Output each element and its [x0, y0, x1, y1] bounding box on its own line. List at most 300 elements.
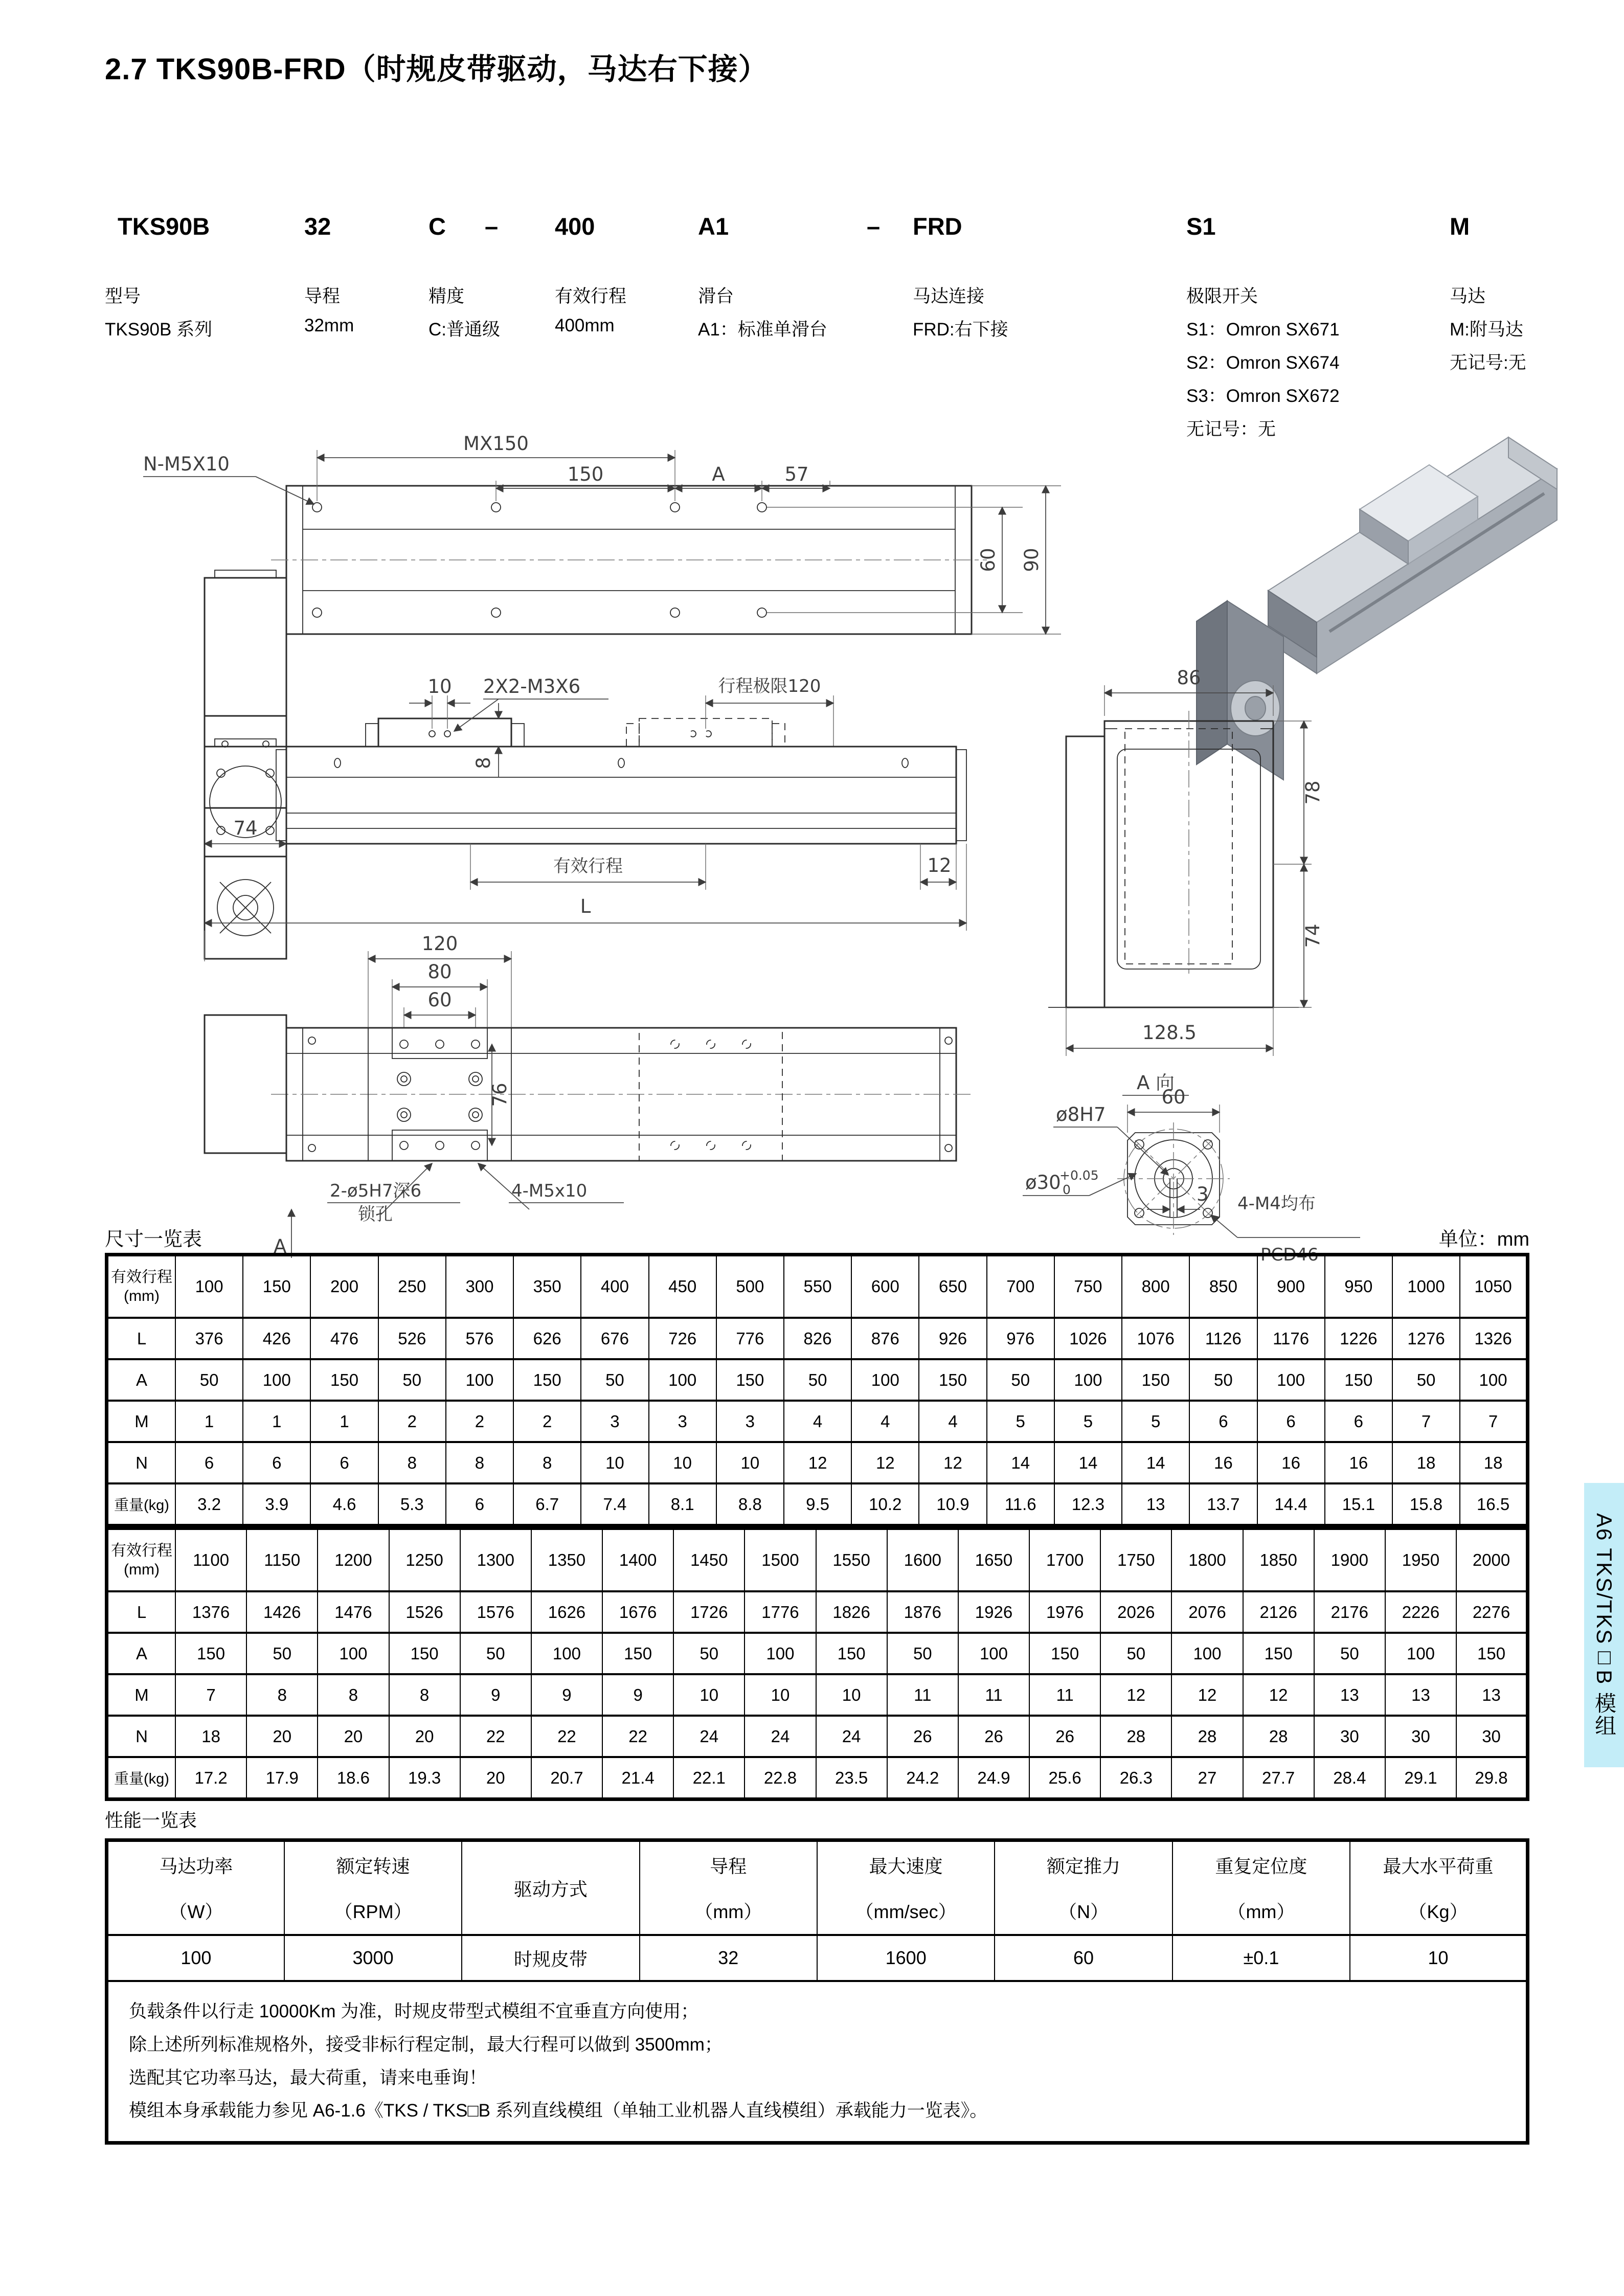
perf-table-title: 性能一览表 — [105, 1810, 197, 1831]
dim-cell: 50 — [887, 1633, 958, 1674]
dim-cell: 50 — [1100, 1633, 1171, 1674]
dim-cell: 2076 — [1171, 1591, 1243, 1633]
dim-cell: 21.4 — [602, 1757, 673, 1799]
top-view-drawing — [143, 433, 1061, 851]
dim-cell: 50 — [581, 1359, 648, 1401]
dim-cell: 10 — [581, 1442, 648, 1483]
dim-cell: 1226 — [1325, 1318, 1392, 1359]
spec-label-stroke: 有效行程 — [555, 286, 627, 306]
perf-header-cell — [462, 1840, 639, 1935]
dim-cell: 7.4 — [581, 1483, 648, 1526]
dim-cell: 8 — [378, 1442, 446, 1483]
perf-value-cell: 10 — [1350, 1935, 1527, 1981]
dim-cell: 1726 — [673, 1591, 745, 1633]
dim-cell: 1326 — [1460, 1318, 1527, 1359]
dim-header-label: 有效行程 — [111, 1542, 172, 1559]
dim-cell: 9 — [602, 1674, 673, 1716]
side-view-drawing — [205, 676, 966, 961]
dim-cell: 100 — [1385, 1633, 1456, 1674]
dim-cell: 776 — [716, 1318, 784, 1359]
dim-cell: 1126 — [1189, 1318, 1257, 1359]
dim-col-header: 1400 — [602, 1528, 673, 1592]
code-switch: S1 — [1186, 213, 1216, 240]
dim-cell: 2 — [446, 1401, 513, 1442]
dim-cell: 10 — [673, 1674, 745, 1716]
dim-cell: 1076 — [1122, 1318, 1189, 1359]
dim-cell: 11.6 — [987, 1483, 1054, 1526]
dim-cell: 15.8 — [1392, 1483, 1460, 1526]
dim-cell: 1376 — [175, 1591, 246, 1633]
spec-label-motor-conn: 马达连接 — [913, 286, 985, 306]
dim-60-bottom: 60 — [427, 989, 452, 1011]
dim-cell: 30 — [1456, 1716, 1527, 1757]
spec-label-switch: 极限开关 — [1186, 286, 1258, 306]
dim-cell: 1776 — [745, 1591, 816, 1633]
dim-150: 150 — [567, 463, 604, 485]
dim-col-header: 1150 — [246, 1528, 318, 1592]
dim-cell: 20 — [246, 1716, 318, 1757]
dim-cell: 150 — [1325, 1359, 1392, 1401]
dim-cell: 10.9 — [919, 1483, 986, 1526]
dim-col-header: 700 — [987, 1255, 1054, 1318]
dim-cell: 13 — [1122, 1483, 1189, 1526]
spec-val-series: TKS90B 系列 — [105, 320, 213, 340]
dim-cell: 150 — [513, 1359, 581, 1401]
side-tab-label: A6 TKS/TKS□B 模组 — [1592, 1513, 1616, 1737]
perf-header-name: 最大水平荷重 — [1383, 1856, 1494, 1877]
dim-cell: 24.9 — [958, 1757, 1029, 1799]
label-dia30: ø30 — [1025, 1172, 1061, 1194]
dim-cell: 150 — [716, 1359, 784, 1401]
dim-10: 10 — [427, 676, 452, 697]
perf-header-name: 最大速度 — [869, 1856, 943, 1877]
dim-cell: 19.3 — [389, 1757, 460, 1799]
dim-col-header: 1650 — [958, 1528, 1029, 1592]
dim-cell: 20 — [460, 1757, 531, 1799]
perf-value-cell: 100 — [107, 1935, 284, 1981]
dim-cell: 10 — [745, 1674, 816, 1716]
perf-header-unit: （Kg） — [1408, 1901, 1468, 1922]
dim-cell: 20.7 — [531, 1757, 602, 1799]
dim-cell: 28.4 — [1314, 1757, 1385, 1799]
dim-cell: 18 — [175, 1716, 246, 1757]
section-side-tab — [1584, 1483, 1624, 1767]
dim-L: L — [580, 895, 591, 917]
dim-cell: 14 — [987, 1442, 1054, 1483]
dim-col-header: 1750 — [1100, 1528, 1171, 1592]
dim-cell: 4 — [919, 1401, 986, 1442]
dim-cell: 5.3 — [378, 1483, 446, 1526]
code-series: TKS90B — [118, 213, 210, 240]
dim-cell: 1 — [243, 1401, 310, 1442]
perf-value-cell: 3000 — [284, 1935, 462, 1981]
perf-header-cell — [995, 1840, 1172, 1935]
dim-cell: 100 — [446, 1359, 513, 1401]
dim-8: 8 — [472, 757, 494, 769]
dim-cell: 150 — [310, 1359, 378, 1401]
dim-cell: 100 — [745, 1633, 816, 1674]
dim-col-header: 1100 — [175, 1528, 246, 1592]
perf-header-cell — [817, 1840, 995, 1935]
perf-header-name: 额定推力 — [1047, 1856, 1121, 1877]
dim-74-top: 74 — [233, 817, 258, 839]
code-motor: M — [1450, 213, 1470, 240]
dim-eff-stroke: 有效行程 — [553, 856, 623, 876]
dim-cell: 18 — [1460, 1442, 1527, 1483]
dim-col-header: 1200 — [318, 1528, 389, 1592]
dim-cell: 29.8 — [1456, 1757, 1527, 1799]
a-view-title: A 向 — [1136, 1072, 1175, 1094]
dim-cell: 100 — [1460, 1359, 1527, 1401]
spec-val-switch-s3: S3：Omron SX672 — [1186, 386, 1340, 406]
dim-cell: 876 — [851, 1318, 919, 1359]
dim-cell: 100 — [649, 1359, 716, 1401]
bottom-view-drawing — [205, 933, 972, 1258]
dim-cell: 50 — [246, 1633, 318, 1674]
dim-cell: 27.7 — [1243, 1757, 1314, 1799]
dim-col-header: 250 — [378, 1255, 446, 1318]
dim-col-header: 200 — [310, 1255, 378, 1318]
dim-cell: 13 — [1385, 1674, 1456, 1716]
dim-cell: 150 — [1029, 1633, 1100, 1674]
dim-cell: 50 — [378, 1359, 446, 1401]
perf-header-name: 重复定位度 — [1215, 1856, 1307, 1877]
dim-cell: 10.2 — [851, 1483, 919, 1526]
dim-cell: 15.1 — [1325, 1483, 1392, 1526]
dim-col-header: 300 — [446, 1255, 513, 1318]
dim-cell: 20 — [389, 1716, 460, 1757]
dim-cell: 25.6 — [1029, 1757, 1100, 1799]
dim-cell: 16.5 — [1460, 1483, 1527, 1526]
dim-col-header: 1300 — [460, 1528, 531, 1592]
perf-value-cell: 60 — [995, 1935, 1172, 1981]
dim-col-header: 500 — [716, 1255, 784, 1318]
dim-col-header: 1700 — [1029, 1528, 1100, 1592]
dim-col-header: 1350 — [531, 1528, 602, 1592]
spec-val-stroke: 400mm — [555, 316, 615, 335]
spec-label-grade: 精度 — [428, 286, 465, 306]
spec-label-motor: 马达 — [1450, 286, 1486, 306]
dim-3: 3 — [1197, 1183, 1209, 1205]
dim-90-top: 90 — [1021, 548, 1043, 572]
dim-cell: 10 — [816, 1674, 887, 1716]
dim-cell: 100 — [531, 1633, 602, 1674]
dim-row-label: 重量(kg) — [107, 1483, 176, 1526]
dim-cell: 7 — [1460, 1401, 1527, 1442]
dim-col-header: 600 — [851, 1255, 919, 1318]
dim-cell: 1176 — [1257, 1318, 1325, 1359]
label-n-m5x10: N-M5X10 — [143, 453, 230, 475]
dim-cell: 12 — [851, 1442, 919, 1483]
dim-col-header: 1050 — [1460, 1255, 1527, 1318]
spec-val-switch-s2: S2：Omron SX674 — [1186, 353, 1340, 373]
dim-col-header: 2000 — [1456, 1528, 1527, 1592]
dim-col-header: 1950 — [1385, 1528, 1456, 1592]
dim-table-caption — [105, 1223, 1529, 1251]
code-dash-2: – — [867, 213, 881, 240]
dim-cell: 826 — [784, 1318, 851, 1359]
dim-cell: 150 — [919, 1359, 986, 1401]
dim-col-header: 750 — [1054, 1255, 1122, 1318]
dim-cell: 22 — [602, 1716, 673, 1757]
dim-row-label: M — [107, 1401, 176, 1442]
perf-header-name: 马达功率 — [159, 1856, 233, 1877]
dim-cell: 2226 — [1385, 1591, 1456, 1633]
dim-col-header: 900 — [1257, 1255, 1325, 1318]
dim-col-header: 100 — [175, 1255, 243, 1318]
dim-cell: 24 — [673, 1716, 745, 1757]
dim-cell: 2126 — [1243, 1591, 1314, 1633]
dim-80: 80 — [427, 961, 452, 983]
dim-header-label: 有效行程 — [111, 1268, 172, 1286]
dim-cell: 576 — [446, 1318, 513, 1359]
dim-cell: 13 — [1456, 1674, 1527, 1716]
dim-cell: 100 — [1257, 1359, 1325, 1401]
dim-cell: 14 — [1122, 1442, 1189, 1483]
perf-value-cell: 32 — [640, 1935, 817, 1981]
dim-row-label: L — [107, 1318, 176, 1359]
spec-val-grade: C:普通级 — [428, 320, 501, 340]
dim-header-label: (mm) — [124, 1288, 160, 1304]
dim-col-header: 850 — [1189, 1255, 1257, 1318]
dim-cell: 24 — [745, 1716, 816, 1757]
dim-col-header: 350 — [513, 1255, 581, 1318]
dim-row-label: A — [107, 1633, 176, 1674]
dim-cell: 14.4 — [1257, 1483, 1325, 1526]
dim-cell: 8.1 — [649, 1483, 716, 1526]
dim-cell: 11 — [958, 1674, 1029, 1716]
dim-cell: 2 — [513, 1401, 581, 1442]
dim-cell: 50 — [1314, 1633, 1385, 1674]
perf-header-name: 额定转速 — [336, 1856, 410, 1877]
dim-cell: 50 — [987, 1359, 1054, 1401]
dim-60-top: 60 — [977, 548, 999, 572]
page-title: 2.7 TKS90B-FRD（时规皮带驱动，马达右下接） — [105, 53, 769, 86]
dim-cell: 1 — [175, 1401, 243, 1442]
dim-row-label: 重量(kg) — [107, 1757, 176, 1799]
perf-header-cell — [1172, 1840, 1350, 1935]
dim-col-header: 450 — [649, 1255, 716, 1318]
dim-cell: 2276 — [1456, 1591, 1527, 1633]
dim-cell: 100 — [851, 1359, 919, 1401]
dim-cell: 476 — [310, 1318, 378, 1359]
dim-cell: 150 — [1243, 1633, 1314, 1674]
dim-cell: 100 — [1054, 1359, 1122, 1401]
dim-cell: 526 — [378, 1318, 446, 1359]
dim-cell: 50 — [460, 1633, 531, 1674]
dim-mx150: MX150 — [463, 433, 529, 455]
dim-cell: 1576 — [460, 1591, 531, 1633]
spec-val-motor-m: M:附马达 — [1450, 320, 1523, 340]
dim-cell: 4 — [851, 1401, 919, 1442]
dimension-table-2 — [105, 1526, 1529, 1801]
dim-cell: 26 — [1029, 1716, 1100, 1757]
dim-cell: 23.5 — [816, 1757, 887, 1799]
dim-cell: 12 — [1243, 1674, 1314, 1716]
dim-cell: 12 — [1100, 1674, 1171, 1716]
spec-val-switch-s1: S1：Omron SX671 — [1186, 320, 1340, 340]
dim-cell: 1976 — [1029, 1591, 1100, 1633]
dim-cell: 9 — [531, 1674, 602, 1716]
dim-cell: 150 — [1456, 1633, 1527, 1674]
dim-header-label: (mm) — [124, 1561, 160, 1578]
dim-cell: 27 — [1171, 1757, 1243, 1799]
dim-cell: 8 — [446, 1442, 513, 1483]
spec-label-slider: 滑台 — [698, 286, 734, 306]
dim-cell: 6 — [446, 1483, 513, 1526]
dim-cell: 50 — [673, 1633, 745, 1674]
dim-cell: 3.2 — [175, 1483, 243, 1526]
dim-cell: 3 — [649, 1401, 716, 1442]
dim-cell: 24.2 — [887, 1757, 958, 1799]
dim-cell: 1426 — [246, 1591, 318, 1633]
dim-cell: 17.2 — [175, 1757, 246, 1799]
dim-cell: 16 — [1189, 1442, 1257, 1483]
perf-header-cell — [284, 1840, 462, 1935]
code-dash-1: – — [485, 213, 499, 240]
dim-cell: 100 — [958, 1633, 1029, 1674]
label-2x2-m3x6: 2X2-M3X6 — [483, 676, 581, 697]
dim-cell: 28 — [1100, 1716, 1171, 1757]
label-4-m4: 4-M4均布 — [1237, 1194, 1316, 1214]
dim-cell: 10 — [649, 1442, 716, 1483]
dim-col-header: 1850 — [1243, 1528, 1314, 1592]
dim-cell: 5 — [987, 1401, 1054, 1442]
dim-cell: 100 — [318, 1633, 389, 1674]
dim-cell: 22.8 — [745, 1757, 816, 1799]
dim-cell: 1876 — [887, 1591, 958, 1633]
code-grade: C — [428, 213, 446, 240]
dim-cell: 150 — [175, 1633, 246, 1674]
dim-col-header: 400 — [581, 1255, 648, 1318]
spec-label-series: 型号 — [105, 286, 141, 306]
dim-cell: 26.3 — [1100, 1757, 1171, 1799]
dim-cell: 28 — [1171, 1716, 1243, 1757]
dim-cell: 2176 — [1314, 1591, 1385, 1633]
dim-cell: 16 — [1325, 1442, 1392, 1483]
dim-col-header: 550 — [784, 1255, 851, 1318]
perf-note-line: 选配其它功率马达，最大荷重，请来电垂询！ — [129, 2067, 487, 2088]
perf-header-unit: （W） — [169, 1901, 223, 1922]
perf-header-cell — [107, 1840, 284, 1935]
dim-76: 76 — [489, 1083, 511, 1107]
label-pcd46: PCD46 — [1260, 1245, 1319, 1265]
dim-cell: 150 — [389, 1633, 460, 1674]
dim-cell: 8 — [389, 1674, 460, 1716]
perf-header-unit: （mm） — [1227, 1901, 1295, 1922]
label-dia8h7: ø8H7 — [1056, 1104, 1106, 1126]
dim-cell: 13 — [1314, 1674, 1385, 1716]
dim-row-label: M — [107, 1674, 176, 1716]
dim-cell: 30 — [1385, 1716, 1456, 1757]
dim-cell: 2 — [378, 1401, 446, 1442]
dim-cell: 150 — [602, 1633, 673, 1674]
dim-cell: 5 — [1054, 1401, 1122, 1442]
perf-header-cell — [1350, 1840, 1527, 1935]
dim-cell: 1926 — [958, 1591, 1029, 1633]
dim-cell: 1026 — [1054, 1318, 1122, 1359]
perf-header-name: 驱动方式 — [513, 1878, 588, 1900]
label-pin-hole-2: 锁孔 — [358, 1204, 393, 1225]
dim-cell: 13.7 — [1189, 1483, 1257, 1526]
dim-row-label: L — [107, 1591, 176, 1633]
dim-col-header: 1250 — [389, 1528, 460, 1592]
dim-cell: 8.8 — [716, 1483, 784, 1526]
dim-cell: 6 — [1325, 1401, 1392, 1442]
dim-cell: 22.1 — [673, 1757, 745, 1799]
perf-header-unit: （N） — [1058, 1901, 1109, 1922]
dim-cell: 626 — [513, 1318, 581, 1359]
perf-note-line: 负载条件以行走 10000Km 为准，时规皮带型式模组不宜垂直方向使用； — [129, 2001, 699, 2021]
dim-cell: 3.9 — [243, 1483, 310, 1526]
dim-cell: 100 — [1171, 1633, 1243, 1674]
dim-cell: 1626 — [531, 1591, 602, 1633]
dim-86: 86 — [1177, 667, 1201, 689]
dim-60-aview: 60 — [1161, 1086, 1186, 1108]
dim-cell: 3 — [581, 1401, 648, 1442]
dim-cell: 376 — [175, 1318, 243, 1359]
dimension-table-1 — [105, 1253, 1529, 1527]
code-motor-conn: FRD — [913, 213, 962, 240]
dim-cell: 1476 — [318, 1591, 389, 1633]
perf-header-cell — [640, 1840, 817, 1935]
perf-value-cell: ±0.1 — [1172, 1935, 1350, 1981]
dim-cell: 26 — [958, 1716, 1029, 1757]
dim-78: 78 — [1302, 780, 1324, 805]
dim-cell: 50 — [784, 1359, 851, 1401]
dim-cell: 20 — [318, 1716, 389, 1757]
code-slider: A1 — [698, 213, 729, 240]
dim-cell: 6 — [310, 1442, 378, 1483]
dim-cell: 14 — [1054, 1442, 1122, 1483]
dim-cell: 976 — [987, 1318, 1054, 1359]
dim-cell: 676 — [581, 1318, 648, 1359]
dim-120: 120 — [421, 933, 458, 955]
performance-table — [105, 1838, 1529, 2145]
dim-cell: 22 — [460, 1716, 531, 1757]
dim-cell: 4 — [784, 1401, 851, 1442]
dim-cell: 12 — [919, 1442, 986, 1483]
dim-cell: 50 — [175, 1359, 243, 1401]
dim-cell: 11 — [1029, 1674, 1100, 1716]
dim-cell: 11 — [887, 1674, 958, 1716]
dim-cell: 26 — [887, 1716, 958, 1757]
dim-cell: 8 — [513, 1442, 581, 1483]
dim-cell: 12 — [1171, 1674, 1243, 1716]
dim-cell: 9.5 — [784, 1483, 851, 1526]
label-dia30-sub: 0 — [1063, 1182, 1071, 1197]
dim-cell: 6 — [243, 1442, 310, 1483]
perf-header-unit: （RPM） — [334, 1901, 412, 1922]
spec-label-lead: 导程 — [304, 286, 341, 306]
dim-cell: 2026 — [1100, 1591, 1171, 1633]
dim-col-header: 1600 — [887, 1528, 958, 1592]
dim-cell: 6 — [1257, 1401, 1325, 1442]
code-stroke: 400 — [555, 213, 595, 240]
dim-cell: 7 — [1392, 1401, 1460, 1442]
dim-cell: 29.1 — [1385, 1757, 1456, 1799]
spec-val-switch-none: 无记号：无 — [1186, 419, 1276, 439]
dim-cell: 100 — [243, 1359, 310, 1401]
dim-table-unit: 单位：mm — [1438, 1229, 1529, 1250]
dim-col-header: 150 — [243, 1255, 310, 1318]
dim-cell: 18.6 — [318, 1757, 389, 1799]
dim-cell: 6 — [1189, 1401, 1257, 1442]
dim-a: A — [712, 463, 725, 485]
dim-col-header: 650 — [919, 1255, 986, 1318]
perf-value-cell: 1600 — [817, 1935, 995, 1981]
perf-note-line: 模组本身承载能力参见 A6-1.6《TKS / TKS□B 系列直线模组（单轴工业机器人直线模组）承载能力一览表》。 — [129, 2101, 988, 2121]
